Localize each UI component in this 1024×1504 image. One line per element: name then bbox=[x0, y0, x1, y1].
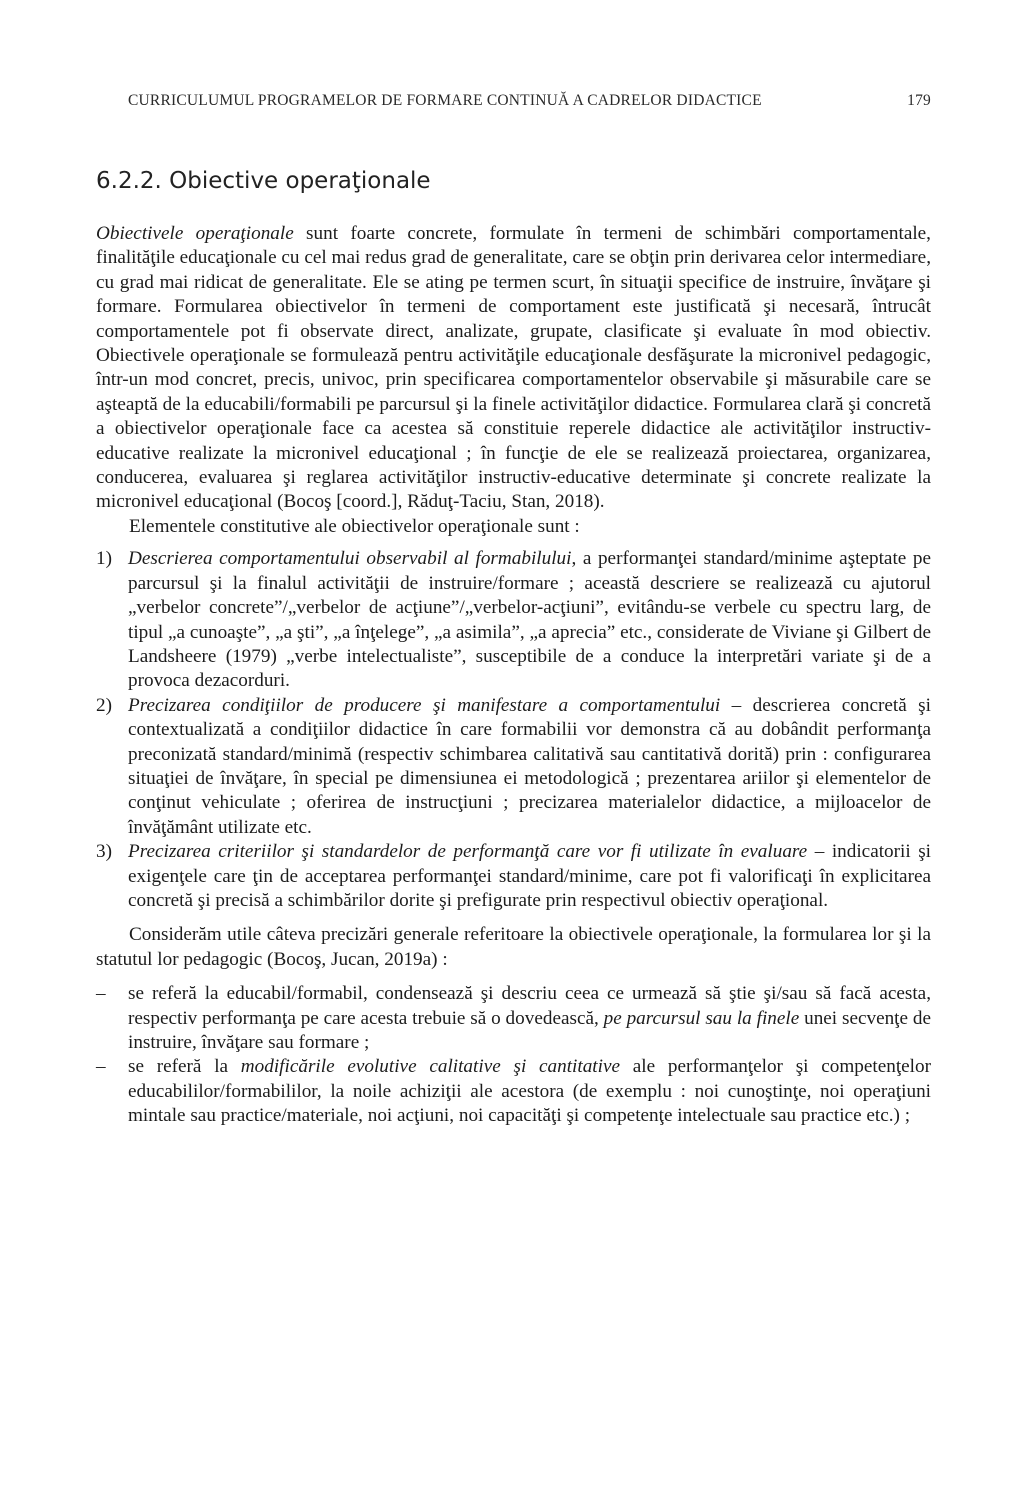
dash-list bbox=[96, 982, 931, 1128]
page-number: 179 bbox=[907, 92, 931, 109]
list-item-text: ale performanţelor şi competenţelor educabililor/formabililor, la noile achiziţii ale acestora (de exemplu : noi cunoştinţe, noi operaţiuni mintale sau practice/materiale, noi acţiuni, noi capacităţi şi competenţe intelectuale sau practice etc.) ; bbox=[128, 1056, 931, 1127]
dash-marker: – bbox=[96, 983, 106, 1005]
list-item bbox=[96, 840, 931, 913]
dash-marker: – bbox=[96, 1056, 106, 1078]
list-item-italic: Precizarea condiţiilor de producere şi manifestare a comportamentului bbox=[128, 694, 721, 716]
list-item-text: se referă la educabil/formabil, condensează şi descriu ceea ce urmează să ştie şi/sau să facă acesta, respectiv performanţa pe care acesta trebuie să o dovedească, bbox=[128, 983, 931, 1029]
paragraph-general-notes: Considerăm utile câteva precizări generale referitoare la obiectivele operaţionale, la formularea lor şi la statutul lor pedagogic (Bocoş, Jucan, 2019a) : bbox=[96, 924, 931, 970]
list-item bbox=[96, 982, 931, 1055]
list-marker: 2) bbox=[96, 694, 112, 716]
paragraph-elements-intro: Elementele constitutive ale obiectivelor operaţionale sunt : bbox=[129, 515, 580, 537]
section-heading: 6.2.2. Obiective operaţionale bbox=[96, 168, 431, 194]
list-item bbox=[96, 1055, 931, 1128]
list-item-text: unei secvenţe de instruire, învăţare sau formare ; bbox=[128, 1007, 931, 1053]
list-item-italic: Descrierea comportamentului observabil al formabilului bbox=[128, 548, 572, 570]
list-item-text: – descrierea concretă şi contextualizată a condiţiilor didactice în care formabilii vor demonstra că au dobândit performanţa preconizată standard/minimă (respectiv schimbarea calitativă sau cantitativă dorită) prin : configurarea situaţiei de învăţare, în special pe dimensiunea ei metodologică ; prezentarea ariilor şi elementelor de conţinut vehiculate ; oferirea de instrucţiuni ; precizarea materialelor didactice, a mijloacelor de învăţământ utilizate etc. bbox=[128, 694, 931, 838]
paragraph-text: sunt foarte concrete, formulate în termeni de schimbări comportamentale, finalităţile educaţionale cu cel mai redus grad de generalitate, care se obţin prin derivarea celor intermediare, cu grad mai ridicat de generalitate. Ele se ating pe termen scurt, în situaţii specifice de instruire, învăţare şi formare. Formularea obiectivelor în termeni de comportament este justificată şi necesară, întrucât comportamentele pot fi observate direct, analizate, grupate, clasificate şi evaluate în mod obiectiv. Obiectivele operaţionale se formulează pentru activităţile educaţionale desfăşurate la micronivel pedagogic, într-un mod concret, precis, univoc, prin specificarea comportamentelor observabile şi măsurabile care se aşteaptă de la educabili/formabili pe parcursul şi la finele activităţilor didactice. Formularea clară şi concretă a obiectivelor operaţionale face ca acestea să constituie reperele didactice ale activităţilor instructiv-educative realizate la micronivel educaţional ; în funcţie de ele se realizează proiectarea, organizarea, conducerea, evaluarea şi reglarea activităţilor instructiv-educative determinate şi concrete realizate la micronivel educaţional (Bocoş [coord.], Răduţ-Taciu, Stan, 2018). bbox=[96, 223, 931, 513]
italic-term: Obiectivele operaţionale bbox=[96, 223, 294, 244]
paragraph-definition bbox=[96, 222, 931, 515]
list-item-text: se referă la bbox=[128, 1056, 241, 1078]
body-text bbox=[96, 222, 931, 1129]
list-item-italic: pe parcursul sau la finele bbox=[603, 1007, 800, 1029]
list-marker: 1) bbox=[96, 548, 112, 570]
numbered-list bbox=[96, 547, 931, 913]
list-item-italic: Precizarea criteriilor şi standardelor de performanţă care vor fi utilizate în evaluare bbox=[128, 841, 808, 863]
list-item-text: , a performanţei standard/minime aşteptate pe parcursul şi la finalul activităţii de instruire/formare ; această descriere se realizează cu ajutorul „verbelor concrete”/„verbelor de acţiune”/„verbelor-acţiuni”, evitându-se verbele cu spectru larg, de tipul „a cunoaşte”, „a şti”, „a înţelege”, „a asimila”, „a aprecia” etc., considerate de Viviane şi Gilbert de Landsheere (1979) „verbe intelectualiste”, susceptibile de a conduce la interpretări variate şi de a provoca dezacorduri. bbox=[128, 548, 931, 692]
running-header bbox=[128, 92, 931, 110]
list-item-italic: modificările evolutive calitative şi cantitative bbox=[240, 1056, 621, 1078]
list-marker: 3) bbox=[96, 841, 112, 863]
spacer bbox=[96, 913, 931, 923]
running-title: CURRICULUMUL PROGRAMELOR DE FORMARE CONTINUĂ A CADRELOR DIDACTICE bbox=[128, 92, 762, 109]
list-item-text: – indicatorii şi exigenţele care ţin de acceptarea performanţei standard/minime, care pot fi valorificaţi în explicitarea concretă şi precisă a schimbărilor dorite şi prefigurate prin respectivul obiectiv operaţional. bbox=[128, 841, 932, 911]
list-item bbox=[96, 694, 931, 840]
list-item bbox=[96, 547, 931, 693]
